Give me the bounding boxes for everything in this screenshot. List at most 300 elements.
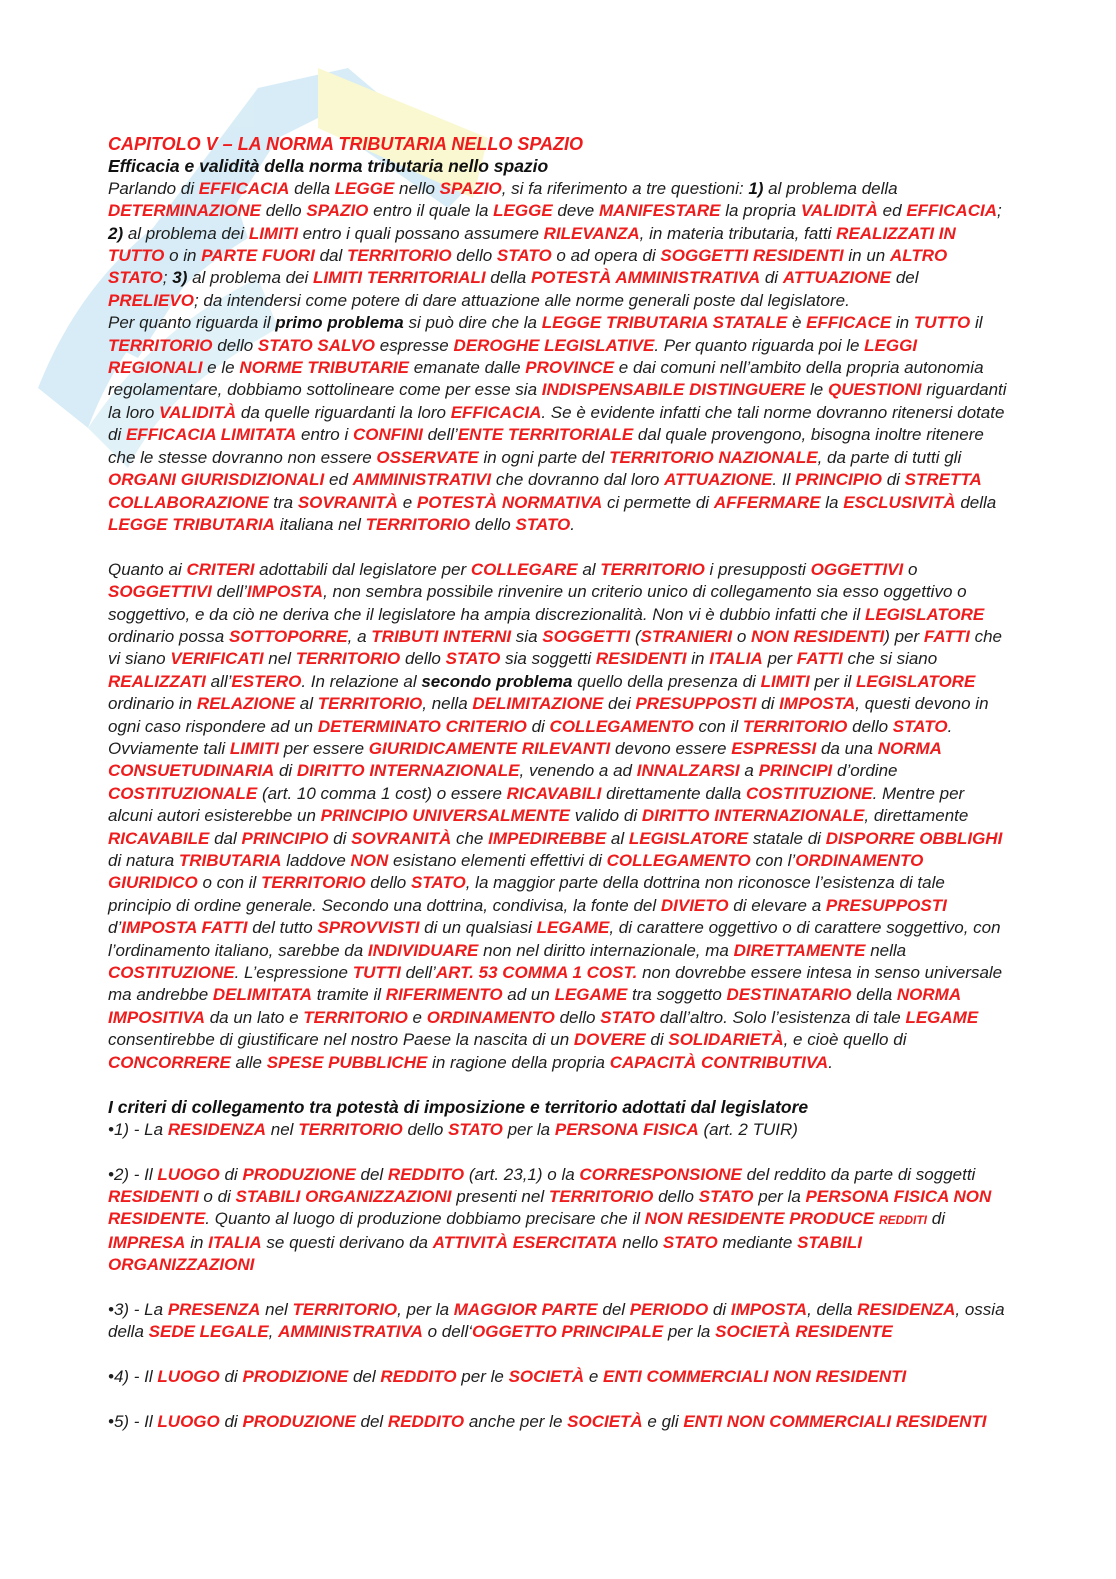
text-run: esistano elementi effettivi di — [388, 850, 607, 870]
highlight-term: IMPRESA — [108, 1232, 186, 1252]
text-run: dal — [209, 828, 242, 848]
text-run: al problema della — [763, 178, 898, 198]
highlight-term: DELIMITAZIONE — [472, 694, 604, 714]
text-run: ; — [996, 201, 1002, 221]
highlight-term: SOVRANITÀ — [297, 492, 398, 512]
text-run: all’ — [205, 671, 232, 691]
text-run: e le — [202, 358, 240, 378]
highlight-term: SPAZIO — [439, 178, 502, 198]
highlight-term: STABILI ORGANIZZAZIONI — [108, 1232, 862, 1275]
highlight-term: PERSONA FISICA — [554, 1119, 699, 1139]
highlight-term: ENTI NON COMMERCIALI RESIDENTI — [683, 1412, 987, 1432]
text-run: , ossia della — [108, 1300, 1005, 1342]
chapter-title: CAPITOLO V – LA NORMA TRIBUTARIA NELLO SPAZIO — [108, 134, 583, 154]
text-run: adottabili dal legislatore per — [254, 559, 471, 579]
text-run: non nel diritto internazionale, ma — [478, 940, 734, 960]
text-run: nello — [617, 1232, 663, 1252]
criterion-item — [108, 1119, 1010, 1141]
text-run: per le — [456, 1367, 509, 1387]
highlight-term: ATTUAZIONE — [664, 470, 773, 490]
text-run: le — [805, 380, 828, 400]
highlight-term: EFFICACIA LIMITATA — [125, 425, 297, 445]
highlight-term: POTESTÀ AMMINISTRATIVA — [530, 268, 761, 288]
highlight-term: STATO — [448, 1119, 503, 1139]
highlight-term: PRINCIPIO — [795, 470, 882, 490]
text-run: , non sembra possibile rinvenire un criterio unico di collegamento sia esso oggettivo o soggettivo, e da ciò ne deriva che il legislatore ha ampia discrezionalità. Non vi è dubbio infatti che il — [108, 582, 967, 624]
highlight-term: MAGGIOR PARTE — [453, 1300, 598, 1320]
highlight-term: ORDINAMENTO — [426, 1007, 555, 1027]
text-run: . Il — [772, 470, 796, 490]
highlight-term: INDIVIDUARE — [367, 940, 479, 960]
highlight-term: OSSERVATE — [376, 447, 479, 467]
text-run: deve — [552, 201, 599, 221]
highlight-term: TERRITORIO — [108, 335, 213, 355]
text-run: della — [955, 492, 997, 512]
highlight-term: SPROVVISTI — [317, 918, 420, 938]
criterion-item — [108, 1299, 1010, 1344]
highlight-term: DETERMINATO CRITERIO — [317, 716, 527, 736]
text-run: dello — [400, 649, 446, 669]
highlight-term: RELAZIONE — [196, 694, 296, 714]
body-paragraph — [108, 178, 1010, 312]
text-run: quello della presenza di — [572, 671, 761, 691]
highlight-term: NORMA CONSUETUDINARIA — [108, 738, 942, 781]
text-run: di un qualsiasi — [419, 918, 537, 938]
highlight-term: CORRESPONSIONE — [579, 1164, 742, 1184]
text-run: al — [295, 694, 318, 714]
text-run: alle — [230, 1052, 267, 1072]
highlight-term: STATO — [496, 246, 552, 266]
text-run: ; da intendersi come potere di dare attuazione alle norme generali poste dal legislatore. — [193, 290, 850, 310]
text-run: entro i quali possano assumere — [297, 223, 544, 243]
text-run: per la — [663, 1322, 716, 1342]
highlight-term: NON RESIDENTE PRODUCE — [644, 1209, 875, 1229]
text-run: dello — [261, 201, 307, 221]
section-title-efficacia: Efficacia e validità della norma tributaria nello spazio — [108, 156, 549, 177]
highlight-term: OGGETTIVI — [810, 559, 904, 579]
highlight-term: REALIZZATI — [108, 671, 206, 691]
text-run: , di carattere oggettivo o di carattere soggettivo, con l’ordinamento italiano, sarebbe da — [108, 918, 1001, 960]
text-run: o — [732, 626, 752, 646]
text-run: Parlando di — [108, 178, 199, 198]
highlight-term: TERRITORIO — [303, 1007, 408, 1027]
text-run: , questi devono in ogni caso rispondere ad un — [108, 694, 989, 736]
highlight-term: LEGGE — [493, 201, 553, 221]
text-run: •5) - Il — [108, 1412, 158, 1432]
highlight-term: REDDITO — [387, 1164, 465, 1184]
highlight-term: COSTITUZIONALE — [108, 783, 258, 803]
text-run: dello — [554, 1007, 601, 1027]
highlight-term: TERRITORIO — [600, 559, 705, 579]
text-run: del reddito da parte di soggetti — [741, 1164, 976, 1184]
text-run: di natura — [108, 850, 179, 870]
highlight-term: RESIDENTI — [595, 649, 687, 669]
text-run: ad un — [502, 985, 555, 1005]
text-run: che — [451, 828, 489, 848]
highlight-term: REDDITO — [387, 1412, 465, 1432]
highlight-term: TRIBUTARIA — [178, 850, 282, 870]
highlight-term: INNALZARSI — [636, 761, 740, 781]
text-run: di elevare a — [728, 895, 826, 915]
criterion-item — [108, 1164, 1010, 1277]
text-run: dello — [847, 716, 893, 736]
highlight-term: ITALIA — [709, 649, 763, 669]
highlight-term: LUOGO — [157, 1367, 220, 1387]
text-run: con il — [693, 716, 743, 736]
text-run: se questi derivano da — [261, 1232, 433, 1252]
highlight-term: RESIDENZA — [167, 1119, 267, 1139]
highlight-term: PRODIZIONE — [242, 1367, 349, 1387]
text-run: del — [891, 268, 919, 288]
highlight-term: RESIDENTI — [108, 1187, 199, 1207]
highlight-term: CONCORRERE — [108, 1052, 231, 1072]
text-run: ci permette di — [602, 492, 714, 512]
highlight-term: QUESTIONI — [827, 380, 922, 400]
document-page — [108, 133, 1010, 1433]
text-run: ed — [877, 201, 907, 221]
highlight-term: ENTE TERRITORIALE — [457, 425, 634, 445]
highlight-term: AMMINISTRATIVA — [278, 1322, 423, 1342]
highlight-term: TERRITORIO — [298, 1119, 403, 1139]
highlight-term: PERSONA FISICA NON RESIDENTE — [108, 1187, 992, 1229]
highlight-term: VERIFICATI — [170, 649, 264, 669]
highlight-term: COLLEGAMENTO — [549, 716, 694, 736]
highlight-term: DOVERE — [573, 1030, 646, 1050]
text-run: o in — [164, 246, 202, 266]
text-run: dello — [653, 1187, 699, 1207]
highlight-term: TERRITORIO — [365, 514, 471, 534]
text-run: e — [584, 1367, 604, 1387]
highlight-term: LEGAME — [554, 985, 628, 1005]
text-run: sia soggetti — [500, 649, 596, 669]
highlight-term: FATTI — [923, 626, 970, 646]
highlight-term: DIRETTAMENTE — [733, 940, 866, 960]
text-run: ordinario possa — [108, 626, 229, 646]
text-run: nel — [266, 1119, 299, 1139]
text-run: •2) - Il — [108, 1164, 158, 1184]
section-title-criteri: I criteri di collegamento tra potestà di imposizione e territorio adottati dal legislatore — [108, 1097, 809, 1118]
text-run: in — [891, 313, 914, 333]
highlight-term: ALTRO STATO — [108, 246, 948, 288]
highlight-term: COLLEGAMENTO — [606, 850, 751, 870]
bold-term: 3) — [172, 268, 188, 288]
text-run: sia — [511, 626, 543, 646]
text-run: di — [927, 1209, 945, 1229]
text-run: o — [903, 559, 918, 579]
highlight-term: SOTTOPORRE — [228, 626, 348, 646]
highlight-term: DIRITTO INTERNAZIONALE — [296, 761, 520, 781]
highlight-term: PARTE FUORI — [201, 246, 315, 266]
highlight-term: PRINCIPIO — [241, 828, 329, 848]
text-run: del — [597, 1300, 630, 1320]
text-run: , venendo a ad — [519, 761, 637, 781]
highlight-term: STATO SALVO — [257, 335, 376, 355]
highlight-term: SOGGETTI — [542, 626, 631, 646]
text-run: . — [570, 514, 576, 534]
text-run: per la — [753, 1187, 806, 1207]
highlight-term: TERRITORIO NAZIONALE — [609, 447, 818, 467]
text-run: i presupposti — [704, 559, 811, 579]
highlight-term: LUOGO — [157, 1412, 220, 1432]
text-run: per il — [809, 671, 856, 691]
highlight-term: TERRITORIO — [261, 873, 366, 893]
text-run: consentirebbe di giustificare nel nostro Paese la nascita di un — [108, 1030, 574, 1050]
text-run: che si siano — [842, 649, 938, 669]
highlight-term: REDDITI — [879, 1213, 928, 1228]
bold-term: 1) — [748, 178, 764, 198]
text-run: , direttamente — [864, 806, 969, 826]
text-run: per essere — [279, 738, 369, 758]
text-run: della — [485, 268, 531, 288]
highlight-term: CONFINI — [352, 425, 423, 445]
highlight-term: PRINCIPI — [758, 761, 833, 781]
text-run: , per la — [397, 1300, 454, 1320]
highlight-term: CAPACITÀ CONTRIBUTIVA — [609, 1052, 829, 1072]
text-run: dello — [470, 514, 516, 534]
highlight-term: LEGISLATORE — [855, 671, 976, 691]
text-run: , si fa riferimento a tre questioni: — [501, 178, 749, 198]
text-run: o dell‘ — [422, 1322, 473, 1342]
text-run: tra soggetto — [627, 985, 727, 1005]
highlight-term: SOGGETTIVI — [108, 582, 212, 602]
text-run: , a — [347, 626, 372, 646]
highlight-term: LEGISLATORE — [864, 604, 985, 624]
text-run: laddove — [281, 850, 351, 870]
highlight-term: PERIODO — [629, 1300, 709, 1320]
highlight-term: LEGGI REGIONALI — [108, 335, 918, 378]
highlight-term: IMPEDIREBBE — [488, 828, 607, 848]
text-run: con l’ — [750, 850, 796, 870]
text-run: di — [219, 1367, 243, 1387]
text-run: in — [185, 1232, 209, 1252]
highlight-term: STRANIERI — [640, 626, 733, 646]
highlight-term: LEGGE TRIBUTARIA — [108, 514, 275, 534]
highlight-term: FATTI — [796, 649, 843, 669]
highlight-term: MANIFESTARE — [598, 201, 721, 221]
text-run: della — [289, 178, 335, 198]
highlight-term: PROVINCE — [525, 358, 615, 378]
highlight-term: SOVRANITÀ — [351, 828, 452, 848]
text-run: ed — [324, 470, 353, 490]
text-run: del tutto — [247, 918, 318, 938]
bold-term: 2) — [108, 223, 124, 243]
highlight-term: SOGGETTI RESIDENTI — [660, 246, 844, 266]
text-run: . Per quanto riguarda poi le — [654, 335, 865, 355]
highlight-term: LIMITI TERRITORIALI — [313, 268, 486, 288]
text-run: anche per le — [464, 1412, 568, 1432]
text-run: al problema dei — [123, 223, 249, 243]
text-run: , della — [807, 1300, 858, 1320]
text-run: di — [881, 470, 905, 490]
text-run: d’ordine — [832, 761, 898, 781]
highlight-term: IMPOSTA FATTI — [121, 918, 248, 938]
highlight-term: AFFERMARE — [713, 492, 821, 512]
highlight-term: OGGETTO PRINCIPALE — [472, 1322, 664, 1342]
highlight-term: LEGISLATORE — [628, 828, 749, 848]
text-run: •1) - La — [108, 1119, 168, 1139]
text-run: e dai comuni nell’ambito della propria autonomia regolamentare, dobbiamo sottolineare come per esse sia — [108, 358, 984, 400]
highlight-term: LEGAME — [536, 918, 610, 938]
highlight-term: PRESUPPOSTI — [825, 895, 947, 915]
criterion-item — [108, 1411, 1010, 1433]
text-run: . In relazione al — [301, 671, 422, 691]
text-run: riguardanti la loro — [108, 380, 1007, 422]
highlight-term: IMPOSTA — [779, 694, 856, 714]
text-run: . Se è evidente infatti che tali norme dovranno ritenersi dotate di — [108, 402, 1005, 445]
highlight-term: STATO — [410, 873, 466, 893]
highlight-term: DIVIETO — [660, 895, 729, 915]
highlight-term: SOLIDARIETÀ — [668, 1030, 784, 1050]
text-run: a — [739, 761, 759, 781]
criterion-item — [108, 1366, 1010, 1388]
highlight-term: NORMA IMPOSITIVA — [108, 985, 961, 1027]
highlight-term: STRETTA COLLABORAZIONE — [108, 470, 982, 512]
text-run: (art. 23,1) o la — [464, 1164, 580, 1184]
text-run: da un lato e — [204, 1007, 304, 1027]
text-run: , e cioè quello di — [783, 1030, 907, 1050]
highlight-term: ATTUAZIONE — [782, 268, 892, 288]
highlight-term: ATTIVITÀ ESERCITATA — [432, 1232, 618, 1252]
highlight-term: VALIDITÀ — [159, 402, 237, 422]
text-run: di — [756, 694, 780, 714]
text-run: dell’ — [422, 425, 458, 445]
text-run: . Mentre per alcuni autori esisterebbe un — [108, 783, 965, 826]
highlight-term: NON — [350, 850, 389, 870]
text-run: di — [760, 268, 783, 288]
text-run: tramite il — [312, 985, 386, 1005]
highlight-term: DISPORRE OBBLIGHI — [825, 828, 1003, 848]
highlight-term: EFFICACIA — [906, 201, 997, 221]
text-run: direttamente dalla — [601, 783, 746, 803]
highlight-term: PRELIEVO — [108, 290, 194, 310]
highlight-term: IMPOSTA — [246, 582, 324, 602]
highlight-term: NON RESIDENTI — [751, 626, 885, 646]
highlight-term: STATO — [600, 1007, 656, 1027]
text-run: la — [820, 492, 844, 512]
highlight-term: CRITERI — [186, 559, 255, 579]
highlight-term: PRODUZIONE — [242, 1412, 356, 1432]
text-run: e gli — [642, 1412, 684, 1432]
text-run: dei — [603, 694, 636, 714]
text-run: dal — [314, 246, 348, 266]
text-run: nella — [865, 940, 907, 960]
text-run: al problema dei — [187, 268, 314, 288]
highlight-term: TUTTI — [352, 963, 401, 983]
highlight-term: SOCIETÀ RESIDENTE — [715, 1322, 893, 1342]
text-run: in ragione della propria — [427, 1052, 610, 1072]
highlight-term: TERRITORIO — [347, 246, 452, 266]
text-run: •4) - Il — [108, 1367, 158, 1387]
highlight-term: POTESTÀ NORMATIVA — [416, 492, 603, 512]
text-run: entro il quale la — [368, 201, 494, 221]
text-run: ordinario in — [108, 694, 197, 714]
text-run: nel — [260, 1300, 293, 1320]
highlight-term: LUOGO — [157, 1164, 220, 1184]
highlight-term: LEGAME — [905, 1007, 979, 1027]
text-run: nello — [394, 178, 440, 198]
highlight-term: RESIDENZA — [857, 1300, 956, 1320]
text-run: di — [526, 716, 550, 736]
text-run: , da parte di tutti gli — [817, 447, 962, 467]
text-run: di — [274, 761, 297, 781]
text-run: si può dire che la — [403, 313, 542, 333]
highlight-term: ESCLUSIVITÀ — [843, 492, 956, 512]
text-run: (art. 10 comma 1 cost) o essere — [257, 783, 507, 803]
highlight-term: REALIZZATI IN TUTTO — [108, 223, 956, 266]
text-run: dello — [402, 1119, 449, 1139]
text-run: di — [328, 828, 352, 848]
highlight-term: LIMITI — [248, 223, 298, 243]
text-run: ; — [162, 268, 173, 288]
text-run: ) per — [884, 626, 924, 646]
highlight-term: ENTI COMMERCIALI NON RESIDENTI — [603, 1367, 907, 1387]
text-run: dello — [212, 335, 258, 355]
text-run: da una — [816, 738, 878, 758]
highlight-term: ART. 53 COMMA 1 COST. — [435, 963, 638, 983]
text-run: per — [762, 649, 797, 669]
text-run: e — [407, 1007, 427, 1027]
text-run: del — [348, 1367, 381, 1387]
highlight-term: STABILI ORGANIZZAZIONI — [235, 1187, 452, 1207]
highlight-term: ESTERO — [231, 671, 302, 691]
text-run: entro i — [296, 425, 353, 445]
highlight-term: EFFICACIA — [450, 402, 542, 422]
text-run: in un — [843, 246, 890, 266]
highlight-term: RIFERIMENTO — [385, 985, 503, 1005]
highlight-term: TERRITORIO — [317, 694, 423, 714]
highlight-term: RILEVANZA — [543, 223, 640, 243]
text-run: •3) - La — [108, 1300, 168, 1320]
text-run: , in materia tributaria, fatti — [639, 223, 837, 243]
text-run: del — [355, 1412, 388, 1432]
highlight-term: DIRITTO INTERNAZIONALE — [641, 806, 865, 826]
text-run: dall’altro. Solo l’esistenza di tale — [655, 1007, 906, 1027]
highlight-term: PRODUZIONE — [242, 1164, 356, 1184]
highlight-term: ORGANI GIURISDIZIONALI — [108, 470, 325, 490]
highlight-term: LIMITI — [229, 738, 279, 758]
highlight-term: VALIDITÀ — [800, 201, 878, 221]
highlight-term: COSTITUZIONE — [746, 783, 873, 803]
highlight-term: LEGGE TRIBUTARIA STATALE — [541, 313, 788, 333]
text-run: dell’ — [211, 582, 247, 602]
text-run: espresse — [375, 335, 454, 355]
text-run: , — [268, 1322, 279, 1342]
highlight-term: IMPOSTA — [730, 1300, 808, 1320]
body-paragraph — [108, 559, 1010, 1074]
highlight-term: STATO — [515, 514, 571, 534]
highlight-term: SPAZIO — [306, 201, 369, 221]
highlight-term: REDDITO — [380, 1367, 457, 1387]
text-run: devono essere — [610, 738, 732, 758]
highlight-term: ESPRESSI — [731, 738, 817, 758]
text-run: dello — [451, 246, 497, 266]
bold-term: secondo problema — [421, 671, 573, 691]
text-run: o di — [198, 1187, 236, 1207]
text-run: che dovranno dal loro — [491, 470, 665, 490]
text-run: di — [219, 1412, 243, 1432]
text-run: . — [828, 1052, 833, 1072]
highlight-term: TRIBUTI INTERNI — [371, 626, 512, 646]
text-run: del — [355, 1164, 388, 1184]
highlight-term: NORME TRIBUTARIE — [239, 358, 409, 378]
text-run: dal quale provengono, bisogna inoltre ritenere che le stesse dovranno non essere — [108, 425, 984, 467]
text-run: presenti nel — [451, 1187, 549, 1207]
text-run: è — [787, 313, 807, 333]
highlight-term: LIMITI — [760, 671, 810, 691]
text-run: dell’ — [400, 963, 436, 983]
highlight-term: STATO — [892, 716, 948, 736]
text-run: . L’espressione — [234, 963, 353, 983]
